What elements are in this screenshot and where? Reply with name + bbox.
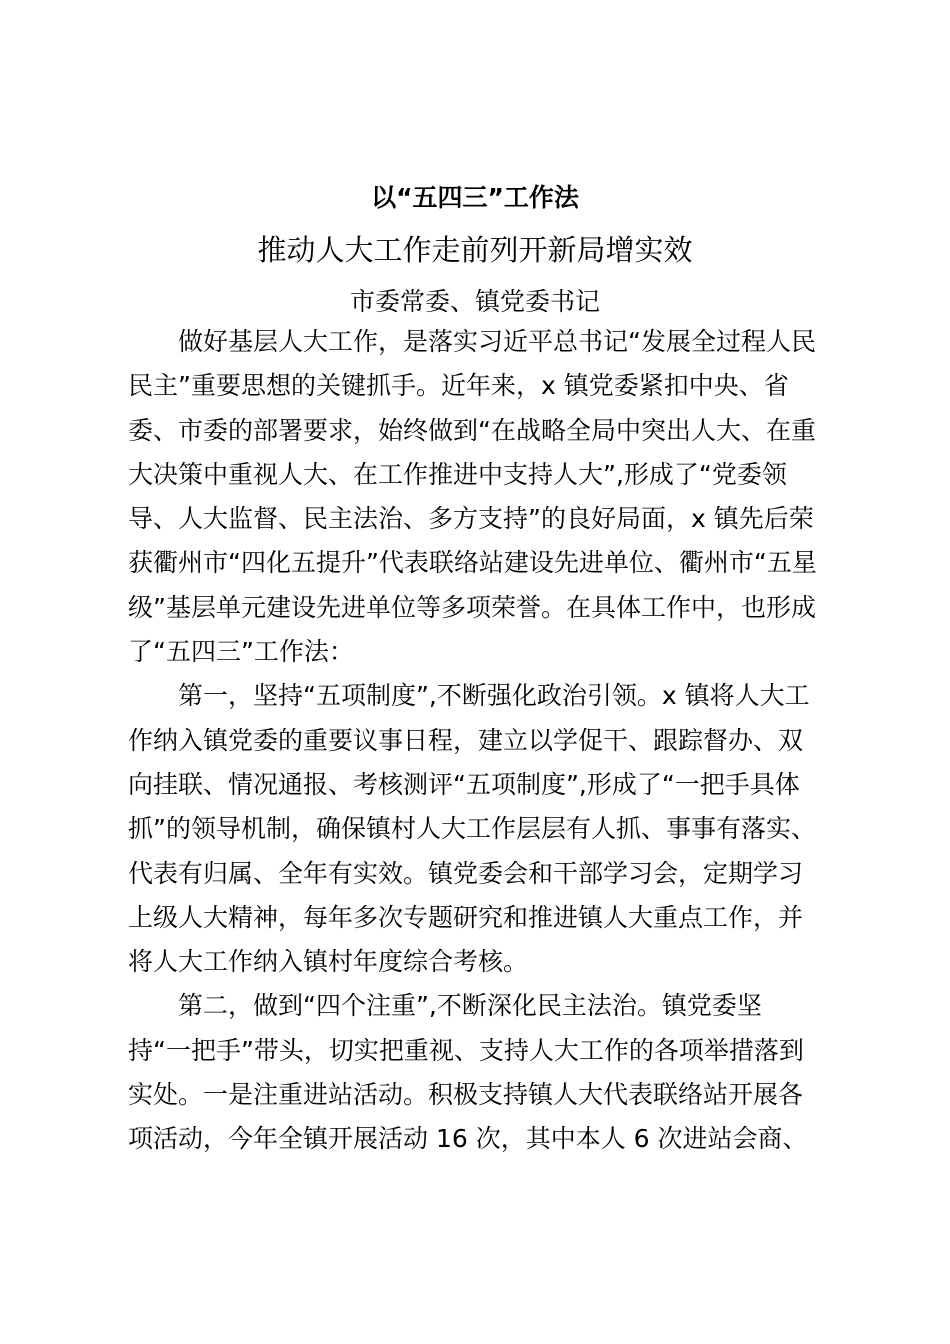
paragraph-line: 项活动，今年全镇开展活动 16 次，其中本人 6 次进站会商、 (128, 1124, 808, 1154)
paragraph-line: 第一，坚持“五项制度”,不断强化政治引领。x 镇将人大工 (178, 681, 810, 711)
paragraph-line: 实处。一是注重进站活动。积极支持镇人大代表联络站开展各 (128, 1080, 804, 1110)
author-line: 市委常委、镇党委书记 (349, 287, 600, 316)
paragraph-line: 委、市委的部署要求，始终做到“在战略全局中突出人大、在重 (128, 415, 816, 445)
paragraph-line: 级”基层单元建设先进单位等多项荣誉。在具体工作中，也形成 (128, 592, 816, 622)
paragraph-line: 抓”的领导机制，确保镇村人大工作层层有人抓、事事有落实、 (128, 814, 816, 844)
paragraph-line: 上级人大精神，每年多次专题研究和推进镇人大重点工作，并 (128, 902, 804, 932)
paragraph-line: 将人大工作纳入镇村年度综合考核。 (128, 947, 529, 977)
document-subtitle: 推动人大工作走前列开新局增实效 (257, 233, 693, 267)
paragraph-line: 代表有归属、全年有实效。镇党委会和干部学习会，定期学习 (128, 858, 804, 888)
paragraph-line: 大决策中重视人大、在工作推进中支持人大”,形成了“党委领 (128, 459, 787, 489)
paragraph-line: 做好基层人大工作，是落实习近平总书记“发展全过程人民 (178, 327, 816, 356)
paragraph-line: 持“一把手”带头，切实把重视、支持人大工作的各项举措落到 (128, 1035, 804, 1065)
paragraph-second (128, 984, 832, 1161)
paragraph-first (128, 674, 832, 984)
paragraph-line: 了“五四三”工作法： (128, 637, 354, 667)
paragraph-line: 第二，做到“四个注重”,不断深化民主法治。镇党委坚 (178, 991, 762, 1021)
document-title: 以“五四三”工作法 (371, 183, 579, 212)
paragraph-line: 民主”重要思想的关键抓手。近年来，x 镇党委紧扣中央、省 (128, 371, 789, 401)
document-body (128, 320, 832, 1162)
paragraph-intro (128, 320, 832, 674)
paragraph-line: 获衢州市“四化五提升”代表联络站建设先进单位、衢州市“五星 (128, 548, 817, 578)
paragraph-line: 作纳入镇党委的重要议事日程，建立以学促干、跟踪督办、双 (128, 725, 804, 755)
paragraph-line: 导、人大监督、民主法治、多方支持”的良好局面，x 镇先后荣 (128, 504, 814, 534)
paragraph-line: 向挂联、情况通报、考核测评“五项制度”,形成了“一把手具体 (128, 769, 800, 799)
